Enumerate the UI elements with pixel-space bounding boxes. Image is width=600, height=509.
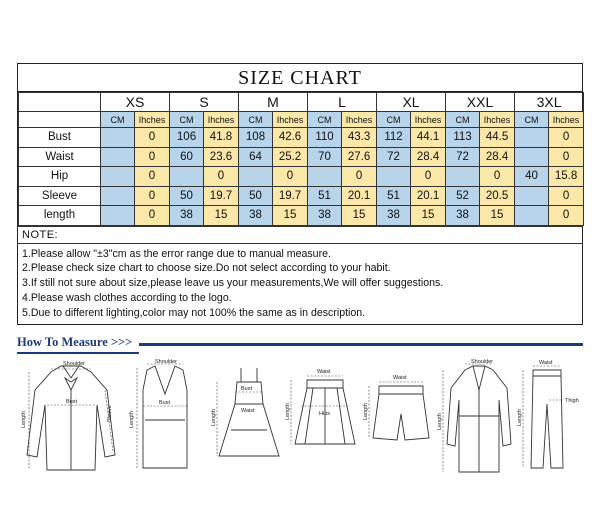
length-label: Length <box>285 403 291 420</box>
cm-value-cell: 40 <box>515 167 549 187</box>
header-rule <box>139 343 583 346</box>
cm-value-cell: 106 <box>170 128 204 148</box>
cm-value-cell: 51 <box>308 186 342 206</box>
header-underline <box>17 352 139 354</box>
unit-cm-header: CM <box>377 112 411 128</box>
inch-value-cell: 0 <box>342 167 377 187</box>
measurement-label: Hip <box>19 167 101 187</box>
length-label: Length <box>129 411 135 428</box>
bust-label: Bust <box>159 400 171 406</box>
unit-inches-header: Ihches <box>135 112 170 128</box>
inch-value-cell: 15 <box>273 206 308 226</box>
unit-inches-header: Ihches <box>204 112 239 128</box>
thigh-label: Thigh <box>565 398 579 404</box>
inch-value-cell: 44.1 <box>411 128 446 148</box>
size-header: L <box>308 93 377 112</box>
how-to-measure-title: How To Measure >>> <box>17 335 133 349</box>
measurement-label: length <box>19 206 101 226</box>
note-item: 2.Please check size chart to choose size.Do not select according to your habit. <box>22 262 391 275</box>
waist-label: Waist <box>241 408 255 414</box>
measurement-label: Sleeve <box>19 186 101 206</box>
cm-value-cell <box>101 128 135 148</box>
inch-value-cell: 19.7 <box>273 186 308 206</box>
inch-value-cell: 19.7 <box>204 186 239 206</box>
corner-cell <box>19 112 101 128</box>
unit-cm-header: CM <box>170 112 204 128</box>
inch-value-cell: 0 <box>549 186 584 206</box>
inch-value-cell: 0 <box>135 206 170 226</box>
cm-value-cell: 112 <box>377 128 411 148</box>
inch-value-cell: 15 <box>204 206 239 226</box>
skirt-illustration <box>287 360 363 480</box>
waist-label: Waist <box>317 369 331 375</box>
inch-value-cell: 0 <box>549 128 584 148</box>
shoulder-label: Shoulder <box>63 361 86 367</box>
measure-illustrations <box>17 360 583 480</box>
inch-value-cell: 15 <box>411 206 446 226</box>
inch-value-cell: 0 <box>135 167 170 187</box>
inch-value-cell: 0 <box>273 167 308 187</box>
measurement-row <box>19 147 584 167</box>
size-header: XXL <box>446 93 515 112</box>
size-header: XS <box>101 93 170 112</box>
cm-value-cell: 60 <box>170 147 204 167</box>
size-chart <box>17 63 583 325</box>
size-header: S <box>170 93 239 112</box>
size-table <box>18 92 584 226</box>
inch-value-cell: 0 <box>411 167 446 187</box>
unit-cm-header: CM <box>101 112 135 128</box>
length-label: Length <box>363 403 369 420</box>
inch-value-cell: 0 <box>135 147 170 167</box>
cm-value-cell: 50 <box>239 186 273 206</box>
cm-value-cell: 72 <box>377 147 411 167</box>
unit-inches-header: Ihches <box>273 112 308 128</box>
shoulder-label: Shoulder <box>155 359 178 365</box>
cm-value-cell <box>446 167 480 187</box>
bust-label: Bust <box>66 399 78 405</box>
inch-value-cell: 44.5 <box>480 128 515 148</box>
cm-value-cell: 108 <box>239 128 273 148</box>
inch-value-cell: 27.6 <box>342 147 377 167</box>
length-label: Length <box>517 409 523 426</box>
inch-value-cell: 25.2 <box>273 147 308 167</box>
cm-value-cell: 38 <box>170 206 204 226</box>
inch-value-cell: 20.1 <box>411 186 446 206</box>
inch-value-cell: 15 <box>342 206 377 226</box>
cm-value-cell: 64 <box>239 147 273 167</box>
cm-value-cell <box>239 167 273 187</box>
coat-illustration <box>439 360 519 480</box>
blouse-illustration <box>21 360 121 480</box>
length-label: Length <box>211 409 217 426</box>
cm-value-cell: 38 <box>377 206 411 226</box>
size-header: 3XL <box>515 93 584 112</box>
cm-value-cell <box>101 147 135 167</box>
cm-value-cell: 38 <box>308 206 342 226</box>
measurement-row <box>19 167 584 187</box>
inch-value-cell: 15.8 <box>549 167 584 187</box>
waist-label: Waist <box>539 360 553 366</box>
unit-inches-header: Ihches <box>549 112 584 128</box>
note-item: 4.Please wash clothes according to the logo. <box>22 291 232 304</box>
pants-illustration <box>515 360 583 480</box>
cm-value-cell: 110 <box>308 128 342 148</box>
inch-value-cell: 0 <box>480 167 515 187</box>
unit-inches-header: Ihches <box>480 112 515 128</box>
inch-value-cell: 41.8 <box>204 128 239 148</box>
inch-value-cell: 28.4 <box>480 147 515 167</box>
vneck-top-illustration <box>125 360 205 480</box>
cm-value-cell <box>515 206 549 226</box>
measurement-label: Bust <box>19 128 101 148</box>
bust-label: Bust <box>241 386 253 392</box>
cm-value-cell <box>101 186 135 206</box>
cm-value-cell <box>515 128 549 148</box>
how-to-measure-header <box>17 333 583 355</box>
inch-value-cell: 0 <box>549 206 584 226</box>
shoulder-label: Shoulder <box>471 359 494 365</box>
cm-value-cell: 38 <box>446 206 480 226</box>
chart-title: SIZE CHART <box>18 64 582 92</box>
inch-value-cell: 28.4 <box>411 147 446 167</box>
cm-value-cell <box>308 167 342 187</box>
cm-value-cell: 72 <box>446 147 480 167</box>
note-heading: NOTE: <box>18 226 582 243</box>
unit-cm-header: CM <box>515 112 549 128</box>
inch-value-cell: 20.5 <box>480 186 515 206</box>
measurement-row <box>19 206 584 226</box>
cm-value-cell: 70 <box>308 147 342 167</box>
length-label: Length <box>437 413 443 430</box>
inch-value-cell: 0 <box>549 147 584 167</box>
cm-value-cell <box>101 167 135 187</box>
inch-value-cell: 15 <box>480 206 515 226</box>
inch-value-cell: 42.6 <box>273 128 308 148</box>
size-header: M <box>239 93 308 112</box>
inch-value-cell: 0 <box>135 128 170 148</box>
inch-value-cell: 20.1 <box>342 186 377 206</box>
sleeve-label: Sleeve <box>107 405 113 422</box>
cm-value-cell <box>101 206 135 226</box>
note-item: 3.If still not sure about size,please leave us your measurements,We will offer suggestions. <box>22 277 444 290</box>
size-header: XL <box>377 93 446 112</box>
note-item: 1.Please allow "±3"cm as the error range due to manual measure. <box>22 247 331 260</box>
inch-value-cell: 0 <box>204 167 239 187</box>
cm-value-cell: 113 <box>446 128 480 148</box>
cm-value-cell: 38 <box>239 206 273 226</box>
size-header-row <box>19 93 584 112</box>
corner-cell <box>19 93 101 112</box>
inch-value-cell: 23.6 <box>204 147 239 167</box>
unit-cm-header: CM <box>446 112 480 128</box>
cm-value-cell <box>170 167 204 187</box>
measurement-row <box>19 186 584 206</box>
measurement-row <box>19 128 584 148</box>
waist-label: Waist <box>393 375 407 381</box>
cm-value-cell <box>515 147 549 167</box>
cm-value-cell: 51 <box>377 186 411 206</box>
length-label: Length <box>21 411 27 428</box>
unit-inches-header: Ihches <box>342 112 377 128</box>
unit-header-row <box>19 112 584 128</box>
shorts-illustration <box>365 360 437 480</box>
cm-value-cell: 50 <box>170 186 204 206</box>
hips-label: Hips <box>319 411 331 417</box>
unit-inches-header: Ihches <box>411 112 446 128</box>
cami-dress-illustration <box>213 360 285 480</box>
unit-cm-header: CM <box>239 112 273 128</box>
unit-cm-header: CM <box>308 112 342 128</box>
cm-value-cell <box>377 167 411 187</box>
measurement-label: Waist <box>19 147 101 167</box>
cm-value-cell <box>515 186 549 206</box>
notes-list <box>18 243 582 325</box>
inch-value-cell: 0 <box>135 186 170 206</box>
cm-value-cell: 52 <box>446 186 480 206</box>
inch-value-cell: 43.3 <box>342 128 377 148</box>
note-item: 5.Due to different lighting,color may not 100% the same as in description. <box>22 306 366 319</box>
